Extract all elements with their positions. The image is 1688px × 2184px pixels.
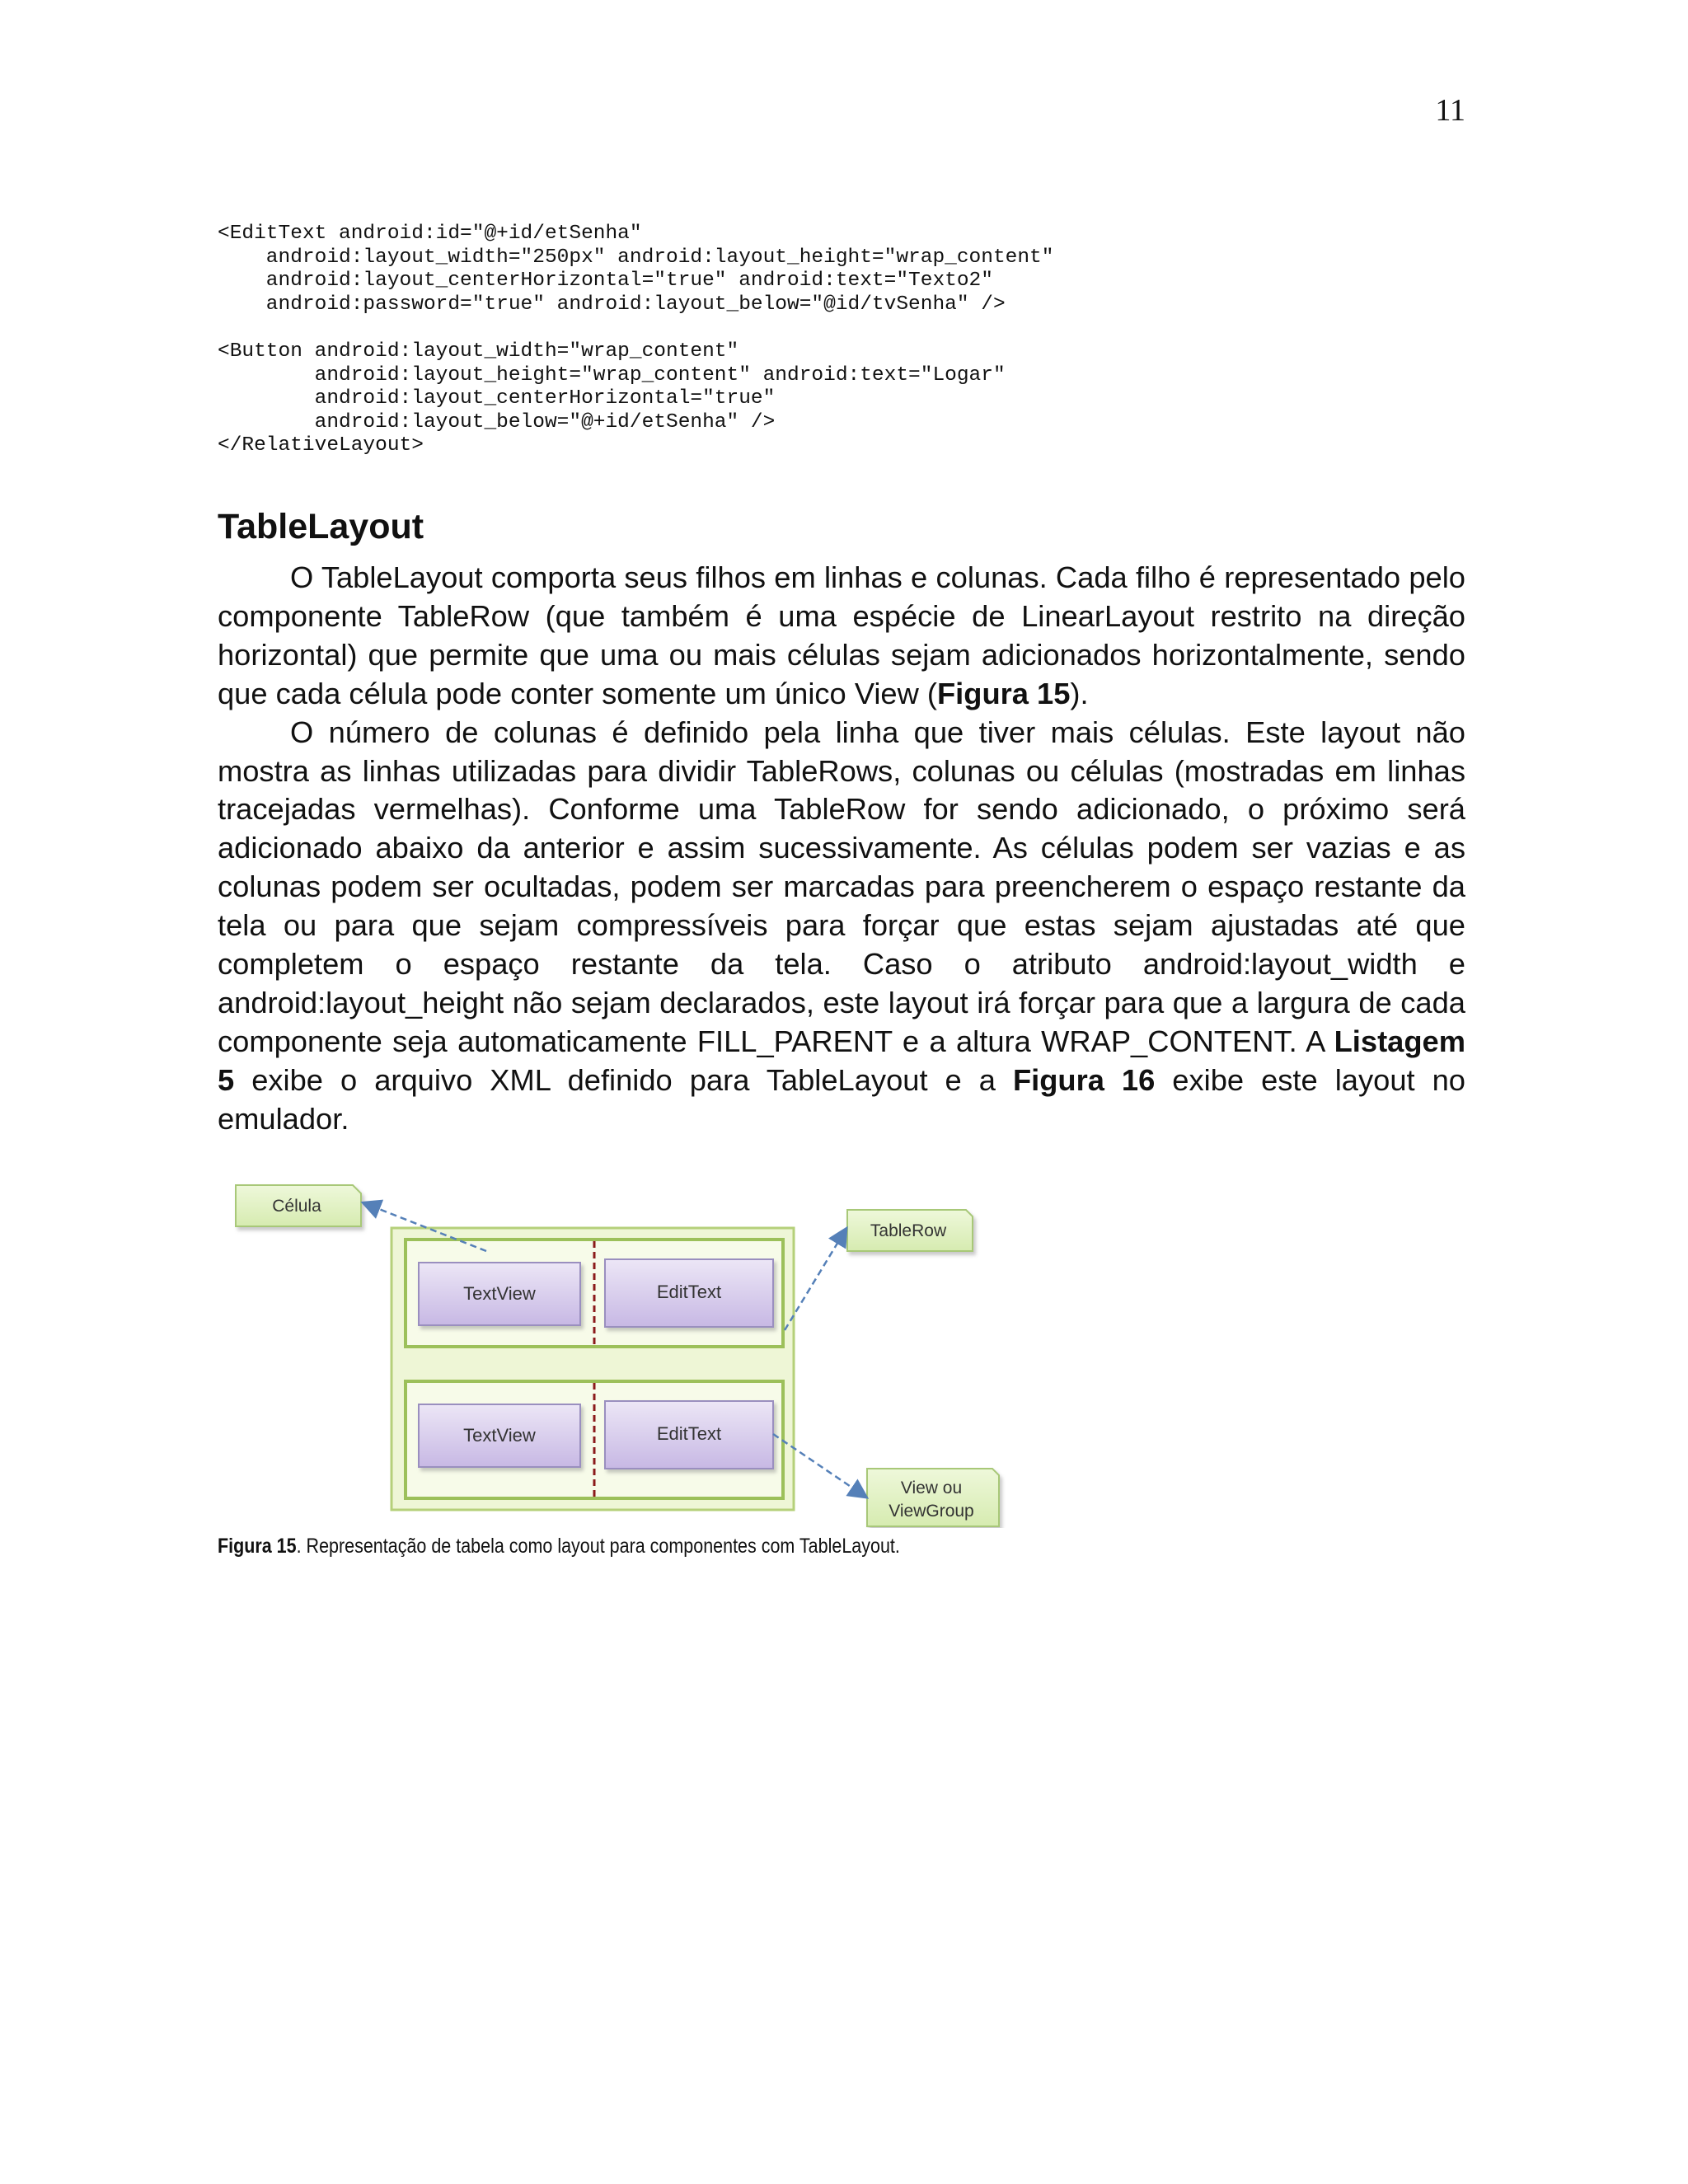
cell-label: EditText [656, 1282, 722, 1302]
figure-15 [231, 1165, 1006, 1532]
caption-label: Figura 15 [218, 1535, 297, 1558]
code-line: </RelativeLayout> [218, 434, 424, 457]
figure-caption [218, 1535, 900, 1558]
code-line: android:password="true" android:layout_below="@id/tvSenha" /> [218, 293, 1006, 316]
code-line: android:layout_centerHorizontal="true" [218, 387, 776, 410]
table-layout-diagram [231, 1165, 1006, 1528]
section-heading: TableLayout [218, 507, 424, 546]
paragraph-2 [218, 714, 1465, 1139]
body-text [218, 559, 1465, 1139]
cell-label: TextView [463, 1283, 536, 1304]
code-line: android:layout_below="@+id/etSenha" /> [218, 410, 776, 434]
cell-label: EditText [656, 1423, 722, 1444]
code-line: android:layout_width="250px" android:layout_height="wrap_content" [218, 246, 1054, 269]
code-line: android:layout_centerHorizontal="true" android:text="Texto2" [218, 269, 993, 293]
callout-view-label-1: View ou [900, 1479, 963, 1497]
callout-cell-label: Célula [272, 1197, 321, 1216]
text-run: exibe o arquivo XML definido para TableLayout e a [234, 1062, 1013, 1097]
callout-view-label-2: ViewGroup [889, 1502, 974, 1521]
code-line: <EditText android:id="@+id/etSenha" [218, 223, 642, 245]
caption-text: . Representação de tabela como layout para componentes com TableLayout. [296, 1535, 900, 1558]
text-run: ). [1070, 676, 1089, 710]
page-number: 11 [1435, 93, 1465, 128]
text-run: O TableLayout comporta seus filhos em linhas e colunas. Cada filho é representado pelo componente TableRow (que também é uma espécie de LinearLayout restrito na direção horizontal) que permite que uma ou mais células sejam adicionados horizontalmente, sendo que cada célula pode conter somente um único View ( [218, 560, 1465, 710]
cell-label: TextView [463, 1425, 536, 1446]
figure-ref: Figura 15 [937, 676, 1071, 710]
text-run: O número de colunas é definido pela linha que tiver mais células. Este layout não mostra as linhas utilizadas para dividir TableRows, colunas ou células (mostradas em linhas tracejadas vermelhas). Conforme uma TableRow for sendo adicionado, o próximo será adicionado abaixo da anterior e assim sucessivamente. As células podem ser vazias e as colunas podem ser ocultadas, podem ser marcadas para preencherem o espaço restante da tela ou para que sejam compressíveis para forçar que estas sejam ajustadas até que completem o espaço restante da tela. Caso o atributo android:layout_width e android:layout_height não sejam declarados, este layout irá forçar para que a largura de cada componente seja automaticamente FILL_PARENT e a altura WRAP_CONTENT. A [218, 715, 1465, 1058]
text-run: exibe este layout no emulador. [218, 1062, 1465, 1136]
code-line: <Button android:layout_width="wrap_content" [218, 340, 739, 363]
callout-row-label: TableRow [870, 1221, 947, 1240]
listing-ref: Listagem 5 [218, 1024, 1465, 1097]
paragraph-1 [218, 559, 1465, 714]
code-listing [218, 223, 1053, 458]
code-line: android:layout_height="wrap_content" android:text="Logar" [218, 363, 1006, 387]
figure-ref: Figura 16 [1012, 1062, 1156, 1097]
